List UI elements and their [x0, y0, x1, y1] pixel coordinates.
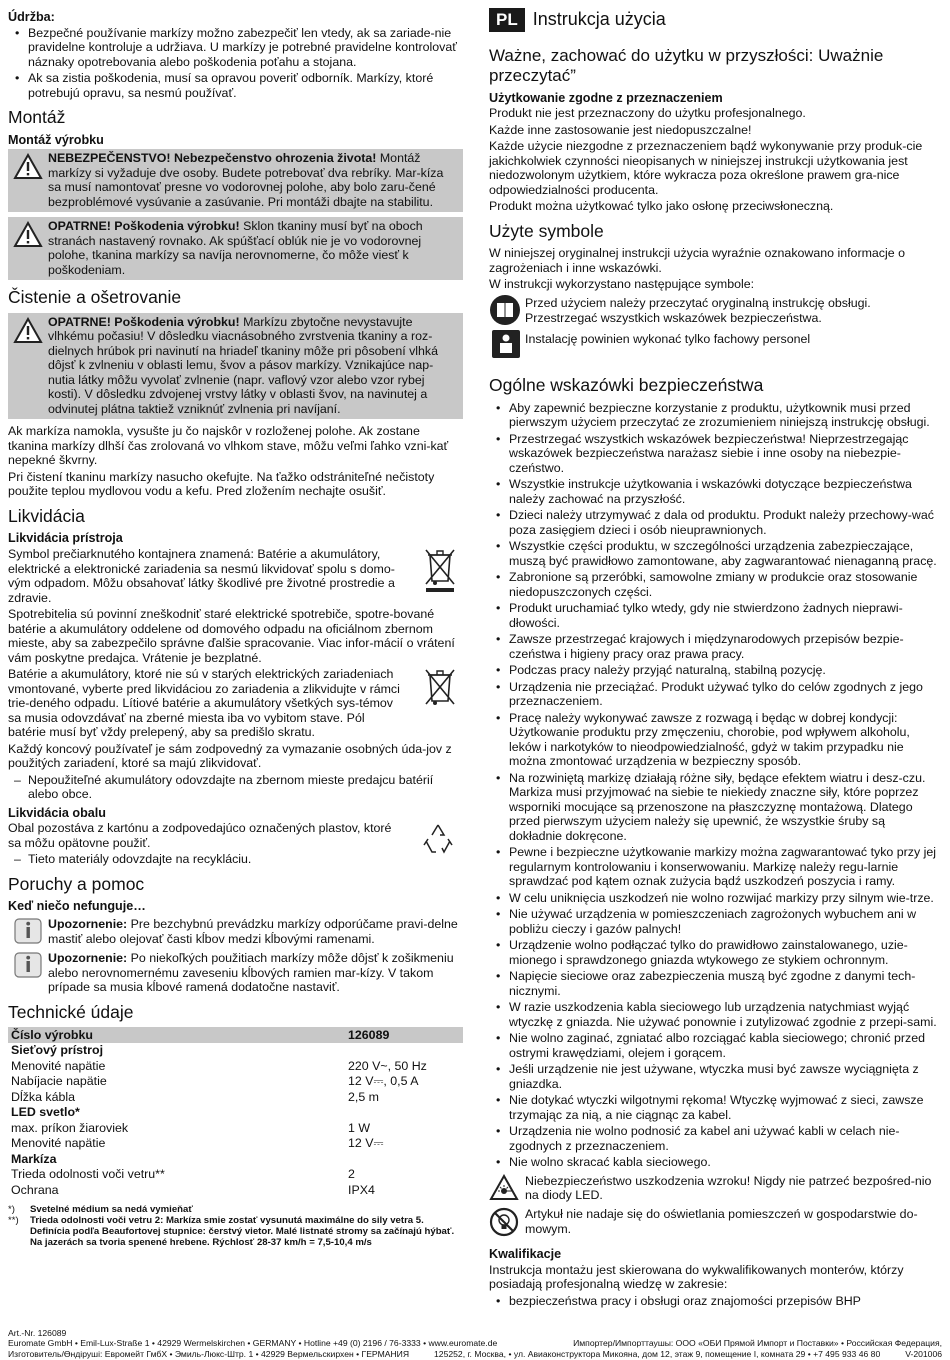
paragraph: W instrukcji wykorzystano następujące symbole: — [489, 277, 755, 292]
list-item: • Napięcie sieciowe oraz zabezpieczenia muszą być zgodne z danymi tech-nicznymi. — [489, 969, 941, 998]
list-item: • Ak sa zistia poškodenia, musí sa opravou poveriť odborník. Markízy, ktoré potrebujú opravu, sa nesmú používať. — [8, 71, 463, 100]
disposal-paragraph: Symbol prečiarknutého kontajnera znamená: Batérie a akumulátory, elektrické a elektronické zariadenia sa nesmú likvidovať spolu s domo-vým odpadom. Môžu obsahovať látky škodlivé pre životné prostredie a zdravie. — [8, 547, 395, 605]
caution-text: Sklon tkaniny musí byť na oboch stranách nastavený rovnako. Ak spúšťací oblúk nie je vo vodorovnej polohe, tkanina markízy sa navíja nerovnomerne, čo môže viesť k poškodeniam. — [48, 219, 423, 277]
danger-box — [8, 149, 463, 212]
dash-list — [8, 852, 403, 867]
symbols-block — [489, 294, 941, 364]
packaging-paragraph: Obal pozostáva z kartónu a zodpovedajúco označených plastov, ktoré sa môžu opätovne použiť. — [8, 821, 392, 850]
household-text: Artykuł nie nadaje się do oświetlania pomieszczeń w gospodarstwie do-mowym. — [525, 1207, 918, 1236]
list-item: • Zabronione są przeróbki, samowolne zmiany w produkcie oraz stosowanie niedopuszczonych części. — [489, 570, 941, 599]
table-row — [8, 1182, 463, 1198]
symbol-text: Przed użyciem należy przeczytać oryginalną instrukcję obsługi. — [525, 295, 871, 310]
table-section-row — [8, 1151, 463, 1167]
list-item: • Wszystkie części produktu, w szczególności urządzenia zabezpieczające, muszą być prawidłowo zamontowane, aby zagwarantować nienaganną pracę. — [489, 539, 941, 568]
laser-warning-icon — [489, 1174, 525, 1205]
packaging-block — [8, 821, 463, 867]
intended-use-title: Użytkowanie zgodne z przeznaczeniem — [489, 90, 723, 105]
paragraph: Każde użycie niezgodne z przeznaczeniem bądź wykonywanie przy produk-cie jakichkolwiek czynności nieopisanych w niniejszej instrukcji użytkowania jest niedozwolonym użytkiem, które wykracza poza określone prawem gra-nice odpowiedzialności producenta. — [489, 139, 923, 197]
paragraph: W niniejszej oryginalnej instrukcji użycia wyraźnie oznakowano informacje o zagrożeniach i inne wskazówki. — [489, 246, 905, 275]
no-household-lamp-icon — [489, 1207, 525, 1241]
footer-row — [8, 1349, 942, 1359]
cleaning-caution-box — [8, 313, 463, 420]
note-text: Pre bezchybnú prevádzku markízy odporúčame pravi-delne mastiť alebo olejovať časti kĺbov medzi kĺbovými ramenami. — [48, 917, 458, 946]
table-cell: 220 V~, 50 Hz — [348, 1058, 427, 1073]
version-code: V-201006 — [905, 1348, 942, 1359]
tech-table — [8, 1027, 463, 1198]
list-item: – Tieto materiály odovzdajte na recykláciu. — [8, 852, 403, 867]
list-item: • Wszystkie instrukcje użytkowania i wskazówki dotyczące bezpieczeństwa należy zachować na przyszłość. — [489, 477, 941, 506]
table-section-row — [8, 1043, 463, 1059]
caution-label: OPATRNE! Poškodenia výrobku! — [48, 314, 240, 329]
warning-triangle-icon — [8, 151, 48, 209]
article-number: Art.-Nr. 126089 — [8, 1328, 67, 1338]
list-item: • Urządzenia nie przeciążać. Produkt używać tylko do celów zgodnych z jego przeznaczeniem. — [489, 680, 941, 709]
dash-list — [8, 773, 463, 802]
note-text: Po niekoľkých použitiach markízy môže dôjsť k zošikmeniu alebo nerovnomernému zaveseniu kĺbových ramien mar-kízy. V takom prípade sa musia kĺbové ramená dodatočne nastaviť. — [48, 951, 454, 995]
table-cell: Dĺžka kábla — [11, 1089, 76, 1104]
footer-text: Изготовитель/Өндіруші: Евромейт ГмбХ • Эмиль-Люкс-Штр. 1 • 42929 Вермельскирхен • ГЕРМАНИЯ — [8, 1348, 410, 1359]
table-cell: Menovité napätie — [11, 1136, 106, 1151]
footer-row — [8, 1338, 942, 1348]
list-item: • Pewne i bezpieczne użytkowanie markizy można zagwarantować tyko przy jej regularnym kontrolowaniu i konserwowaniu. Markizę należy regu-larnie sprawdzać pod kątem oznak zużycia bądź uszkodzeń poszycia i ramy. — [489, 845, 941, 889]
list-item: • bezpieczeństwa pracy i obsługi oraz znajomości przepisów BHP — [489, 1294, 941, 1309]
device-disposal-title: Likvidácia prístroja — [8, 531, 123, 546]
list-item: • Nie wolno zaginać, zgniatać albo rozciągać kabla sieciowego; chronić przed ostrymi krawędziami, olejem i gorącem. — [489, 1031, 941, 1060]
table-row — [8, 1120, 463, 1136]
note-label: Upozornenie: — [48, 951, 128, 966]
household-row — [489, 1207, 941, 1241]
list-item: • Produkt uruchamiać tylko wtedy, gdy nie stwierdzono żadnych nieprawi-dłowości. — [489, 601, 941, 630]
list-item: • Aby zapewnić bezpieczne korzystanie z produktu, użytkownik musi przed pierwszym użyciem przeczytać ze zrozumieniem niniejszą instrukcję obsługi. — [489, 401, 941, 430]
language-badge: PL — [489, 8, 525, 32]
list-item: • W celu uniknięcia uszkodzeń nie wolno rozwijać markizy przy silnym wie-trze. — [489, 891, 941, 906]
list-item: – Nepoužiteľné akumulátory odovzdajte na zbernom mieste predajcu batérií alebo obce. — [8, 773, 463, 802]
table-cell: Menovité napätie — [11, 1058, 106, 1073]
footnotes — [8, 1204, 463, 1248]
table-row — [8, 1089, 463, 1105]
cleaning-title: Čistenie a ošetrovanie — [8, 287, 182, 308]
paragraph: Każde inne zastosowanie jest niedopuszczalne! — [489, 122, 752, 137]
paragraph: Instrukcja montażu jest skierowana do wykwalifikowanych monterów, którzy posiadają profesjonalną wiedzę w zakresie: — [489, 1262, 904, 1292]
table-cell: LED svetlo* — [11, 1105, 80, 1120]
list-item: • Nie wolno skracać kabla sieciowego. — [489, 1155, 941, 1170]
safety-list — [489, 401, 941, 1170]
table-row — [8, 1167, 463, 1183]
footer-text: Euromate GmbH • Emil-Lux-Straße 1 • 42929 Wermelskirchen • GERMANY • Hotline +49 (0) 2196 / 76-3333 • www.euromate.de — [8, 1338, 498, 1349]
note-box — [8, 951, 463, 995]
note-label: Upozornenie: — [48, 917, 128, 932]
paragraph: Produkt można użytkować tylko jako osłonę przeciwsłoneczną. — [489, 199, 834, 214]
qualifications-list — [489, 1294, 941, 1309]
table-cell: Sieťový prístroj — [11, 1043, 104, 1058]
table-cell: Ochrana — [11, 1182, 59, 1197]
table-cell: 126089 — [345, 1027, 463, 1043]
cleaning-paragraph: Pri čistení tkaninu markízy nasucho okefujte. Na ťažko odstrániteľné nečistoty použite teplou mydlovou vodu a kefu. Pred zložením nechajte osušiť. — [8, 469, 435, 499]
table-header-row — [8, 1027, 463, 1043]
disposal-block — [8, 547, 463, 605]
note-box — [8, 917, 463, 946]
symbol-text: Instalację powinien wykonać tylko fachowy personel — [525, 331, 811, 346]
footer-text: Импортер/Импорттаушы: ООО «ОБИ Прямой Импорт и Поставки» • Российская Федерация, — [573, 1338, 942, 1349]
maintenance-list — [8, 26, 463, 101]
list-item: • Na rozwiniętą markizę działają różne siły, będące efektem wiatru i desz-czu. Markiza musi przyjmować na siebie te niekiedy znaczne siły, które poprzez wsporniki mocujące są przenoszone na płaszczyznę montażową. Dlatego przed pierwszym użyciem należy się upewnić, że wszystkie śruby są dokładnie dokręcone. — [489, 771, 941, 844]
table-cell: Trieda odolnosti voči vetru** — [11, 1167, 165, 1182]
table-cell: IPX4 — [348, 1182, 375, 1197]
warning-triangle-icon — [8, 315, 48, 417]
disposal-title: Likvidácia — [8, 505, 85, 526]
list-item: • Nie dotykać wtyczki wilgotnymi rękoma! Wtyczkę wyjmować z sieci, zawsze trzymając za nią, a nie ciągnąc za kabel. — [489, 1093, 941, 1122]
assembly-title: Montáž — [8, 107, 66, 128]
caution-label: OPATRNE! Poškodenia výrobku! — [48, 219, 240, 234]
battery-block — [8, 667, 463, 740]
info-icon — [8, 917, 48, 946]
table-cell: Markíza — [11, 1151, 57, 1166]
faults-subtitle: Keď niečo nefunguje… — [8, 899, 146, 914]
list-item: • Urządzenia nie wolno podnosić za kabel ani używać kabli w celach nie-zgodnych z przeznaczeniem. — [489, 1124, 941, 1153]
safety-title: Ogólne wskazówki bezpieczeństwa — [489, 375, 764, 396]
symbol-text: Przestrzegać wszystkich wskazówek bezpieczeństwa. — [525, 311, 822, 326]
table-cell: Nabíjacie napätie — [11, 1074, 107, 1089]
caution-box — [8, 217, 463, 280]
list-item: • Dzieci należy utrzymywać z dala od produktu. Produkt należy przechowy-wać poza zasięgiem dzieci i osób nieuprawnionych. — [489, 508, 941, 537]
led-warning-row — [489, 1174, 941, 1205]
table-cell: 12 V⎓ — [348, 1136, 384, 1151]
symbol-icons — [489, 294, 525, 364]
list-item: • Przestrzegać wszystkich wskazówek bezpieczeństwa! Nieprzestrzegając wskazówek bezpieczeństwa narażasz siebie i inne osoby na niebezpie-czeństwo. — [489, 432, 941, 476]
table-row — [8, 1058, 463, 1074]
list-item: • W razie uszkodzenia kabla sieciowego lub urządzenia natychmiast wyjąć wtyczkę z gniazda. Nie używać ponownie i zutylizować zgodnie z przepi-sami. — [489, 1000, 941, 1029]
danger-label: NEBEZPEČENSTVO! Nebezpečenstvo ohrozenia života! — [48, 151, 377, 166]
led-warning-text: Niebezpieczeństwo uszkodzenia wzroku! Nigdy nie patrzeć bezpośred-nio na diody LED. — [525, 1173, 932, 1203]
read-manual-icon — [489, 294, 523, 360]
list-item: • Podczas pracy należy przyjąć naturalną, stabilną pozycję. — [489, 663, 941, 678]
info-icon — [8, 951, 48, 995]
qualifications-title: Kwalifikacje — [489, 1246, 562, 1261]
table-row — [8, 1074, 463, 1090]
table-cell: Číslo výrobku — [8, 1027, 345, 1043]
footer — [8, 1328, 942, 1359]
list-item: • Zawsze przestrzegać krajowych i międzynarodowych przepisów bezpie-czeństwa i higieny pracy oraz prawa pracy. — [489, 632, 941, 661]
packaging-title: Likvidácia obalu — [8, 805, 106, 820]
symbol-texts — [525, 294, 941, 364]
table-cell: 12 V⎓, 0,5 A — [348, 1074, 419, 1089]
slovak-column — [8, 8, 463, 1248]
crossed-bin-icon — [423, 547, 457, 597]
list-item: • Bezpečné používanie markízy možno zabezpečiť len vtedy, ak sa zariade-nie pravidelne kontroluje a udržiava. U markízy je potrebné pravidelne kontrolovať náznaky opotrebovania alebo poškodenia poťahu a stojana. — [8, 26, 463, 70]
warning-triangle-icon — [8, 219, 48, 277]
assembly-subtitle: Montáž výrobku — [8, 132, 104, 147]
pl-title: Instrukcja użycia — [532, 9, 666, 30]
caution-text: Markízu zbytočne nevystavujte vlhkému počasiu! V dôsledku viacnásobného zvrstvenia tkaniny a roz-dielnych hrúbok pri navinutí na hriadeľ tkaniny môže pri pôsobení vlhká dôjsť k zvlneniu v oblasti lemu, švov a pásov markízy. Vznikajúce nap-nutia látky môžu vyvolať zvlnenie (napr. vaflový vzor alebo vzor rybej kosti). V dôsledku zdvojenej vrstvy látky v oblasti švov, na navinutej a odvinutej plátna taktiež vzniknúť zvlnenia pri navíjaní. — [48, 314, 439, 416]
table-cell: 1 W — [348, 1120, 371, 1135]
danger-text: Montáž markízy si vyžaduje dve osoby. Budete potrebovať dva rebríky. Mar-kíza sa musí namontovať presne vo vodorovnej polohe, aby bolo zaru-čené bezproblémové vysúvanie a zasúvanie. Pri montáži dbajte na stabilitu. — [48, 151, 444, 209]
faults-title: Poruchy a pomoc — [8, 873, 145, 894]
symbols-title: Użyte symbole — [489, 220, 604, 241]
list-item: • Nie używać urządzenia w pomieszczeniach zagrożonych wybuchem ani w pobliżu cieczy i gazów palnych! — [489, 907, 941, 936]
tech-title: Technické údaje — [8, 1001, 134, 1022]
footer-text: 125252, г. Москва, • ул. Авиаконструктора Микояна, дом 12, этаж 9, помещение I, комната 29 • +7 495 933 46 80 — [434, 1348, 881, 1359]
table-section-row — [8, 1105, 463, 1121]
cleaning-paragraph: Ak markíza namokla, vysušte ju čo najskôr v rozloženej polohe. Ak zostane tkanina markízy dlhší čas zrolovaná vo vlhkom stave, môžu veľmi ľahko vzni-kať nepekné škvrny. — [8, 424, 449, 468]
table-cell: max. príkon žiaroviek — [11, 1120, 129, 1135]
important-heading: Ważne, zachować do użytku w przyszłości: Uważnie przeczytać” — [489, 45, 884, 85]
footnote: **) Trieda odolnosti voči vetru 2: Markíza smie zostať vysunutá maximálne do sily vetra 5. Definícia podľa Beaufortovej stupnice: čerstvý vietor. Malé listnaté stromy sa začínajú hýbať. Na jazerách sa tvoria spenené hrebene. Rýchlosť 28-37 km/h = 7,5-10,4 m/s — [8, 1214, 455, 1248]
pl-header — [489, 8, 941, 32]
footnote: *) Svetelné médium sa nedá vymieňať — [8, 1203, 193, 1215]
table-row — [8, 1136, 463, 1152]
disposal-paragraph: Spotrebitelia sú povinní zneškodniť staré elektrické spotrebiče, spotre-bované batérie a akumulátory oddelene od domového odpadu na oficiálnom zbernom mieste, aby sa zabezpečilo správne ďalšie spracovanie. Viac infor-mácií o vrátení vám poskytne predajca. Vrátenie je bezplatné. — [8, 607, 455, 665]
paragraph: Produkt nie jest przeznaczony do użytku profesjonalnego. — [489, 106, 806, 121]
polish-column — [489, 8, 941, 1312]
recycle-icon — [419, 821, 457, 861]
maintenance-title: Údržba: — [8, 10, 55, 24]
crossed-bin-icon — [423, 667, 457, 711]
list-item: • Jeśli urządzenie nie jest używane, wtyczka musi być zawsze wyciągnięta z gniazdka. — [489, 1062, 941, 1091]
list-item: • Urządzenie wolno podłączać tylko do prawidłowo zainstalowanego, uzie-mionego i sprawdzonego gniazda wtykowego ze stykiem ochronnym. — [489, 938, 941, 967]
disposal-paragraph: Batérie a akumulátory, ktoré nie sú v starých elektrických zariadeniach vmontované, vyberte pred likvidáciou zo zariadenia a zlikvidujte v rámci trie-deného odpadu. Lítiové batérie a akumulátory všetkých sys-témov sa musia odovzdávať na zberné miesta iba vo vybitom stave. Pól batérie musí byť vždy prelepený, aby sa predišlo skratu. — [8, 667, 400, 740]
disposal-paragraph: Každý koncový používateľ je sám zodpovedný za vymazanie osobných úda-jov z použitých zariadení, ktoré sa majú zlikvidovať. — [8, 741, 452, 771]
table-cell: 2,5 m — [348, 1089, 379, 1104]
table-cell: 2 — [348, 1167, 355, 1182]
list-item: • Pracę należy wykonywać zawsze z rozwagą i będąc w dobrej kondycji: Użytkowanie produktu przy zmęczeniu, chorobie, pod wpływem alkoholu, leków i narkotyków to nieodpowiedzialność, gdyż w takim przypadku nie można zmontować urządzenia w bezpieczny sposób. — [489, 711, 941, 769]
